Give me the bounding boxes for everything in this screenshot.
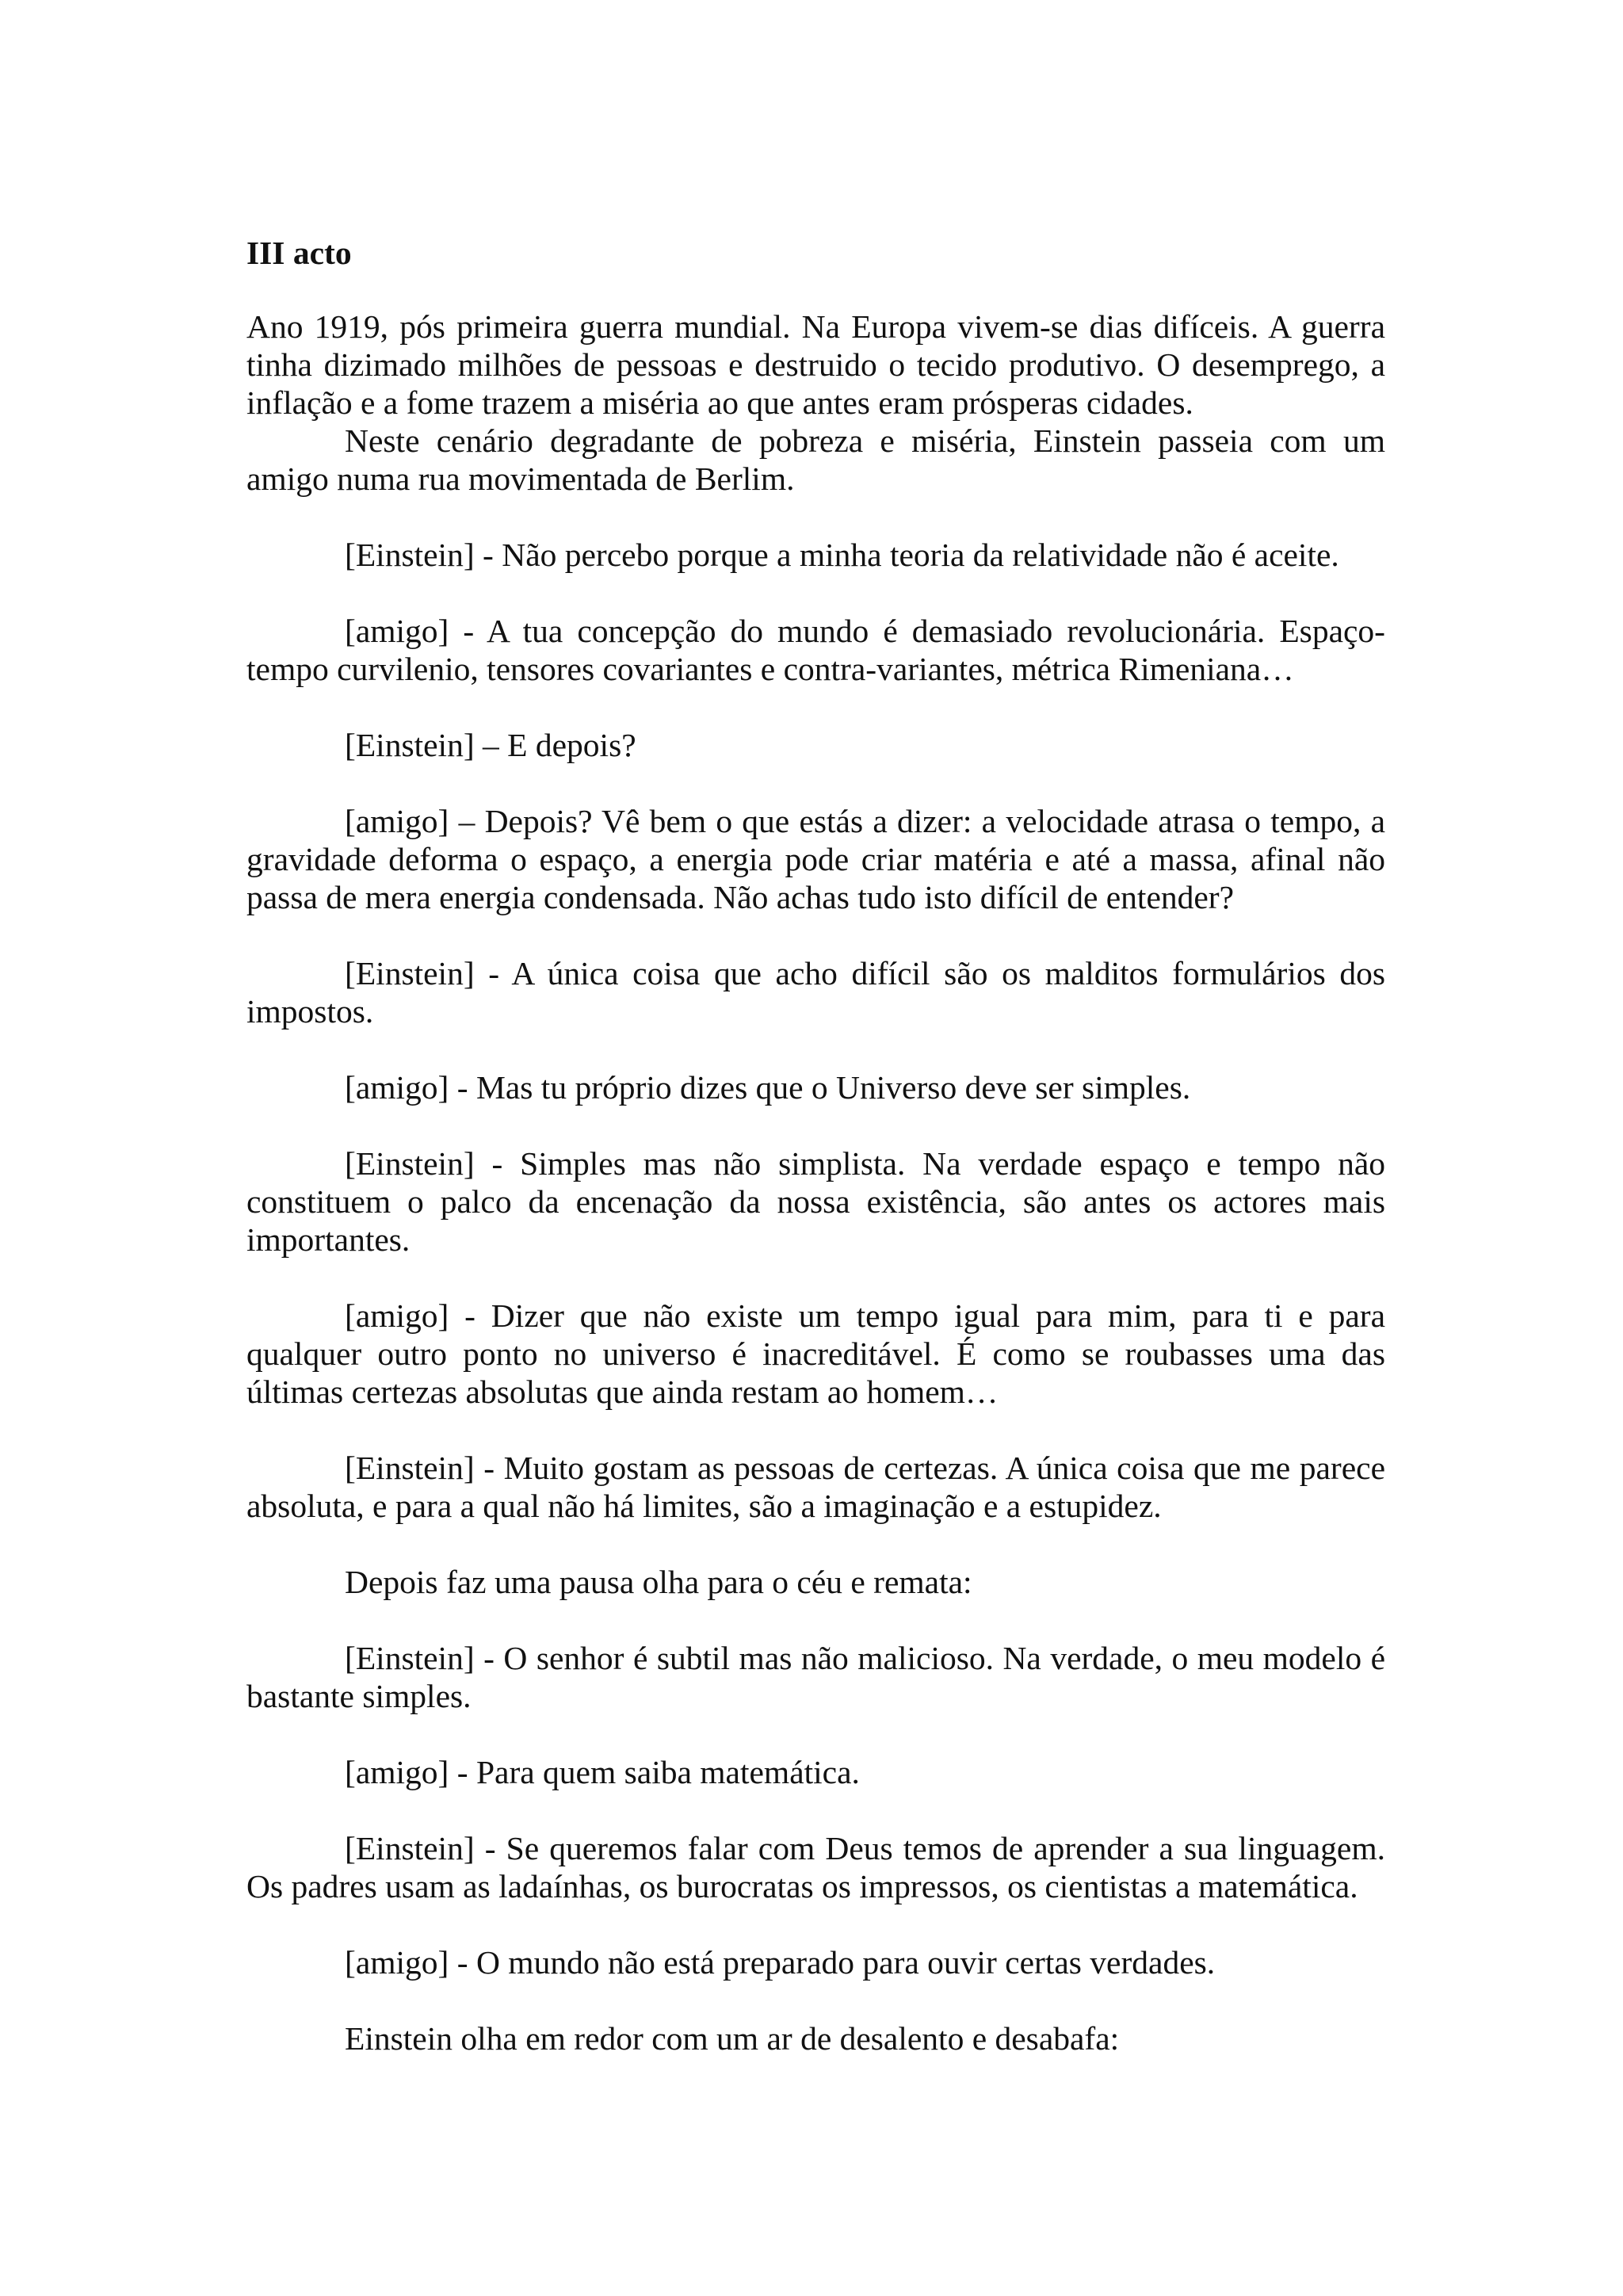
dialogue-line: [Einstein] - Simples mas não simplista. Na verdade espaço e tempo não constituem o palco da encenação da nossa existência, são antes os actores mais importantes. (246, 1145, 1385, 1258)
scene-description-continued: Neste cenário degradante de pobreza e miséria, Einstein passeia com um amigo numa rua movimentada de Berlim. (246, 422, 1385, 497)
act-heading: III acto (246, 235, 352, 271)
dialogue-line: [amigo] – Depois? Vê bem o que estás a dizer: a velocidade atrasa o tempo, a gravidade deforma o espaço, a energia pode criar matéria e até a massa, afinal não passa de mera energia condensada. Não achas tudo isto difícil de entender? (246, 803, 1385, 915)
dialogue-line: [Einstein] - A única coisa que acho difícil são os malditos formulários dos impostos. (246, 955, 1385, 1030)
dialogue-line: [amigo] - A tua concepção do mundo é demasiado revolucionária. Espaço-tempo curvilenio, tensores covariantes e contra-variantes, métrica Rimeniana… (246, 613, 1385, 687)
dialogue-line: [Einstein] - Não percebo porque a minha teoria da relatividade não é aceite. (345, 537, 1339, 573)
dialogue-line: [Einstein] - Se queremos falar com Deus temos de aprender a sua linguagem. Os padres usam as ladaínhas, os burocratas os impressos, os cientistas a matemática. (246, 1830, 1385, 1904)
dialogue-line: [amigo] - Para quem saiba matemática. (345, 1754, 860, 1790)
scene-description: Ano 1919, pós primeira guerra mundial. Na Europa vivem-se dias difíceis. A guerra tinha dizimado milhões de pessoas e destruido o tecido produtivo. O desemprego, a inflação e a fome trazem a miséria ao que antes eram prósperas cidades. (246, 308, 1385, 421)
dialogue-line: [Einstein] – E depois? (345, 727, 636, 763)
dialogue-line: [amigo] - O mundo não está preparado para ouvir certas verdades. (345, 1944, 1216, 1981)
dialogue-line: [Einstein] - Muito gostam as pessoas de certezas. A única coisa que me parece absoluta, e para a qual não há limites, são a imaginação e a estupidez. (246, 1450, 1385, 1524)
dialogue-line: [amigo] - Dizer que não existe um tempo igual para mim, para ti e para qualquer outro ponto no universo é inacreditável. É como se roubasses uma das últimas certezas absolutas que ainda restam ao homem… (246, 1297, 1385, 1410)
stage-direction: Einstein olha em redor com um ar de desalento e desabafa: (345, 2020, 1120, 2057)
stage-direction: Depois faz uma pausa olha para o céu e remata: (345, 1564, 972, 1600)
document-page (246, 234, 1385, 2095)
dialogue-line: [amigo] - Mas tu próprio dizes que o Universo deve ser simples. (345, 1069, 1191, 1106)
dialogue-line: [Einstein] - O senhor é subtil mas não malicioso. Na verdade, o meu modelo é bastante simples. (246, 1640, 1385, 1714)
